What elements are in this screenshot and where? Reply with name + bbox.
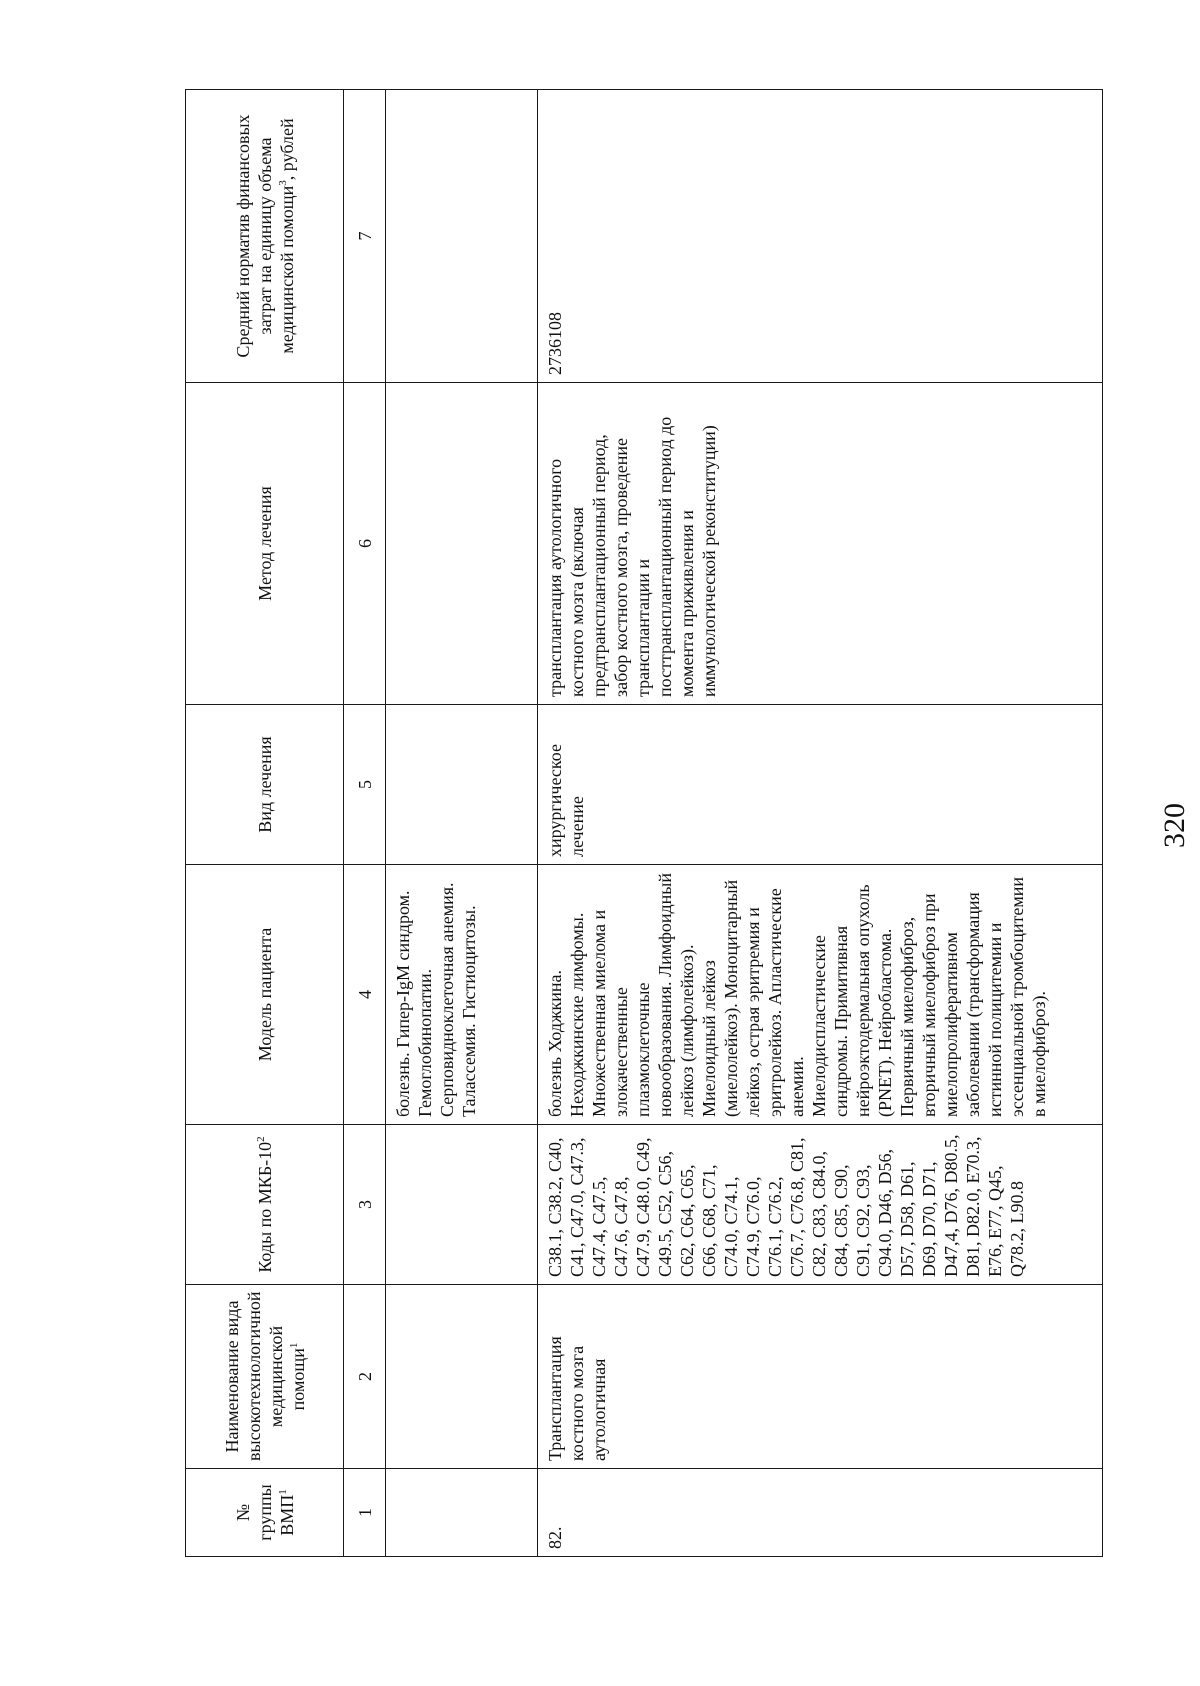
- column-number: 4: [344, 865, 386, 1125]
- header-vmp-name: Наименование вида высокотехнологичной медицинской помощи$^1$: [186, 1285, 344, 1469]
- column-number: 1: [344, 1469, 386, 1557]
- cell-type: [386, 705, 538, 865]
- cell-group: [386, 1469, 538, 1557]
- cell-group: 82.: [538, 1469, 1103, 1557]
- header-group-number: № группы ВМП$^1$: [186, 1469, 344, 1557]
- cell-cost: 2736108: [538, 90, 1103, 383]
- cell-model: болезнь Ходжкина. Неходжкинские лимфомы. Множественная миелома и злокачественные плазмоклеточные новообразования. Лимфоидный лейкоз (лимфолейкоз). Миелоидный лейкоз (миелолейкоз). Моноцитарный лейкоз, острая эритремия и эритролейкоз. Апластические анемии. Миелодиспластические синдромы. Примитивная нейроэктодермальная опухоль (PNET). Нейробластома. Первичный миелофиброз, вторичный миелофиброз при миелопролиферативном заболевании (трансформация истинной полицитемии и эссенциальной тромбоцитемии в миелофиброз).: [538, 865, 1103, 1125]
- vmp-table: [185, 89, 1103, 1557]
- column-number: 5: [344, 705, 386, 865]
- cell-codes: [386, 1125, 538, 1285]
- cell-name: Трансплантация костного мозга аутологичная: [538, 1285, 1103, 1469]
- page-number: 320: [1158, 803, 1191, 848]
- header-patient-model: Модель пациента: [186, 865, 344, 1125]
- table-row: [386, 90, 538, 1557]
- table-row: [538, 90, 1103, 1557]
- column-number: 3: [344, 1125, 386, 1285]
- cell-method: трансплантация аутологичного костного мозга (включая предтрансплантационный период, забор костного мозга, проведение трансплантации и посттрансплантационный период до момента приживления и иммунологической реконституции): [538, 383, 1103, 705]
- column-number: 2: [344, 1285, 386, 1469]
- column-number-row: [344, 90, 386, 1557]
- cell-method: [386, 383, 538, 705]
- cell-codes: C38.1, C38.2, C40, C41, C47.0, C47.3, C47.4, C47.5, C47.6, C47.8, C47.9, C48.0, C49, C49.5, C52, C56, C62, C64, C65, C66, C68, C71, C74.0, C74.1, C74.9, C76.0, C76.1, C76.2, C76.7, C76.8, C81, C82, C83, C84.0, C84, C85, C90, C91, C92, C93, C94.0, D46, D56, D57, D58, D61, D69, D70, D71, D47,4, D76, D80.5, D81, D82.0, E70.3, E76, E77, Q45, Q78.2, L90.8: [538, 1125, 1103, 1285]
- header-cost-standard: Средний норматив финансовых затрат на единицу объема медицинской помощи$^3$, рублей: [186, 90, 344, 383]
- header-icd-codes: Коды по МКБ-$10^2$: [186, 1125, 344, 1285]
- header-treatment-method: Метод лечения: [186, 383, 344, 705]
- header-row: [186, 90, 344, 1557]
- rotated-table-wrapper: [185, 90, 1103, 1557]
- column-number: 7: [344, 90, 386, 383]
- cell-name: [386, 1285, 538, 1469]
- header-treatment-type: Вид лечения: [186, 705, 344, 865]
- cell-model: болезнь. Гипер-IgM синдром. Гемоглобинопатии. Серповидноклеточная анемия. Талассемия. Гистиоцитозы.: [386, 865, 538, 1125]
- cell-type: хирургическое лечение: [538, 705, 1103, 865]
- cell-cost: [386, 90, 538, 383]
- column-number: 6: [344, 383, 386, 705]
